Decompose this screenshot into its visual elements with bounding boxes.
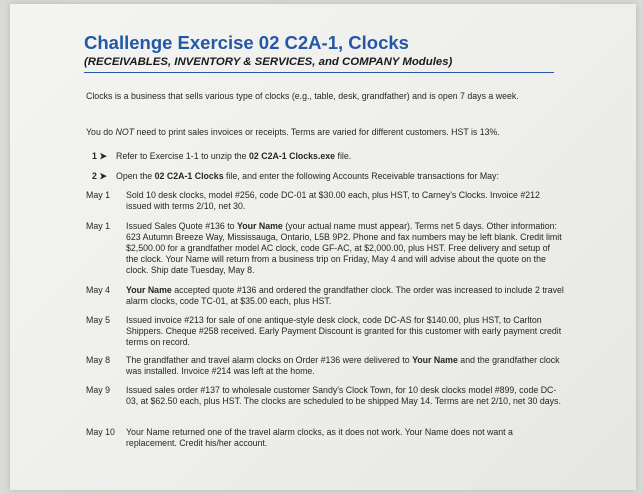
page-title: Challenge Exercise 02 C2A-1, Clocks [84, 32, 409, 53]
entry-text-bold: Your Name [237, 221, 283, 231]
transaction-entry [86, 427, 566, 449]
arrow-right-icon: ➤ [99, 151, 107, 161]
transaction-entry [86, 355, 566, 377]
entry-description [126, 427, 564, 449]
entry-description [126, 190, 564, 212]
entry-date: May 9 [86, 385, 110, 395]
page-subtitle: (RECEIVABLES, INVENTORY & SERVICES, and COMPANY Modules) [84, 56, 554, 73]
transaction-entry [86, 221, 566, 276]
hst-note-emphasis: NOT [115, 127, 135, 137]
step-1 [92, 151, 351, 162]
entry-date: May 1 [86, 190, 110, 200]
entry-description [126, 221, 564, 276]
step-2-filename: 02 C2A-1 Clocks [154, 171, 224, 181]
entry-date: May 5 [86, 315, 110, 325]
step-2-text-pre: Open the [116, 171, 155, 181]
document-page [10, 4, 636, 490]
entry-date: May 4 [86, 285, 110, 295]
step-1-text-post: file. [335, 151, 352, 161]
entry-description [126, 315, 564, 348]
entry-text-bold: Your Name [412, 355, 458, 365]
entry-text: Issued sales order #137 to wholesale customer Sandy's Clock Town, for 10 desk clocks model #899, code DC-03, at $62.50 each, plus HST. The clocks are scheduled to be shipped May 14. Terms are net 2/10, net 30 days. [126, 385, 561, 406]
entry-text: Your Name returned one of the travel alarm clocks, as it does not work. Your Name does not want a replacement. Credit his/her account. [126, 427, 513, 448]
step-2-text-post: file, and enter the following Accounts Receivable transactions for May: [223, 171, 499, 181]
hst-note [86, 127, 556, 138]
entry-text: The grandfather and travel alarm clocks on Order #136 were delivered to [126, 355, 413, 365]
entry-description [126, 385, 564, 407]
entry-text: Sold 10 desk clocks, model #256, code DC-01 at $30.00 each, plus HST, to Carney's Clocks. Invoice #212 issued with terms 2/10, net 30. [126, 190, 540, 211]
entry-text: Issued invoice #213 for sale of one antique-style desk clock, code DC-AS for $140.00, plus HST, to Carlton Shippers. Cheque #258 received. Early Payment Discount is granted for this customer with early payment credit terms on record. [126, 315, 562, 347]
entry-text: Issued Sales Quote #136 to [126, 221, 238, 231]
entry-text: (your actual name must appear). Terms net 5 days. Other information: 623 Autumn Breeze Way, Mississauga, Ontario, L5B 9P2. Phone and fax numbers may be left blank. Credit limit $2,500.00 for a grandfather model AC clock, code GF-AC, at $2,000.00, plus HST. Free delivery and setup of the clock. Your Name will return from a business trip on Friday, May 4 and will advise about the quote on the clock. Ship date Tuesday, May 8. [126, 221, 562, 275]
entry-text: accepted quote #136 and ordered the grandfather clock. The order was increased to include 2 travel alarm clocks, code TC-01, at $35.00 each, plus HST. [126, 285, 564, 306]
step-2 [92, 171, 499, 182]
step-1-number: 1 [92, 151, 97, 161]
entry-date: May 8 [86, 355, 110, 365]
step-1-filename: 02 C2A-1 Clocks.exe [249, 151, 336, 161]
intro-paragraph: Clocks is a business that sells various type of clocks (e.g., table, desk, grandfather) and is open 7 days a week. [86, 91, 519, 101]
hst-note-pre: You do [86, 127, 116, 137]
entry-description [126, 285, 564, 307]
entry-description [126, 355, 564, 377]
step-1-marker [92, 151, 116, 162]
step-2-marker [92, 171, 116, 182]
entry-date: May 1 [86, 221, 110, 231]
step-2-number: 2 [92, 171, 97, 181]
transaction-entry [86, 190, 566, 212]
entry-text: and the grandfather clock was installed. Invoice #214 was left at the home. [126, 355, 560, 376]
arrow-right-icon: ➤ [99, 171, 107, 181]
entry-text-bold: Your Name [126, 285, 172, 295]
transaction-entry [86, 385, 566, 407]
entry-date: May 10 [86, 427, 115, 437]
step-1-text-pre: Refer to Exercise 1-1 to unzip the [116, 151, 249, 161]
hst-note-post: need to print sales invoices or receipts. Terms are varied for different customers. HST is 13%. [134, 127, 500, 137]
transaction-entry [86, 315, 566, 348]
transaction-entry [86, 285, 566, 307]
